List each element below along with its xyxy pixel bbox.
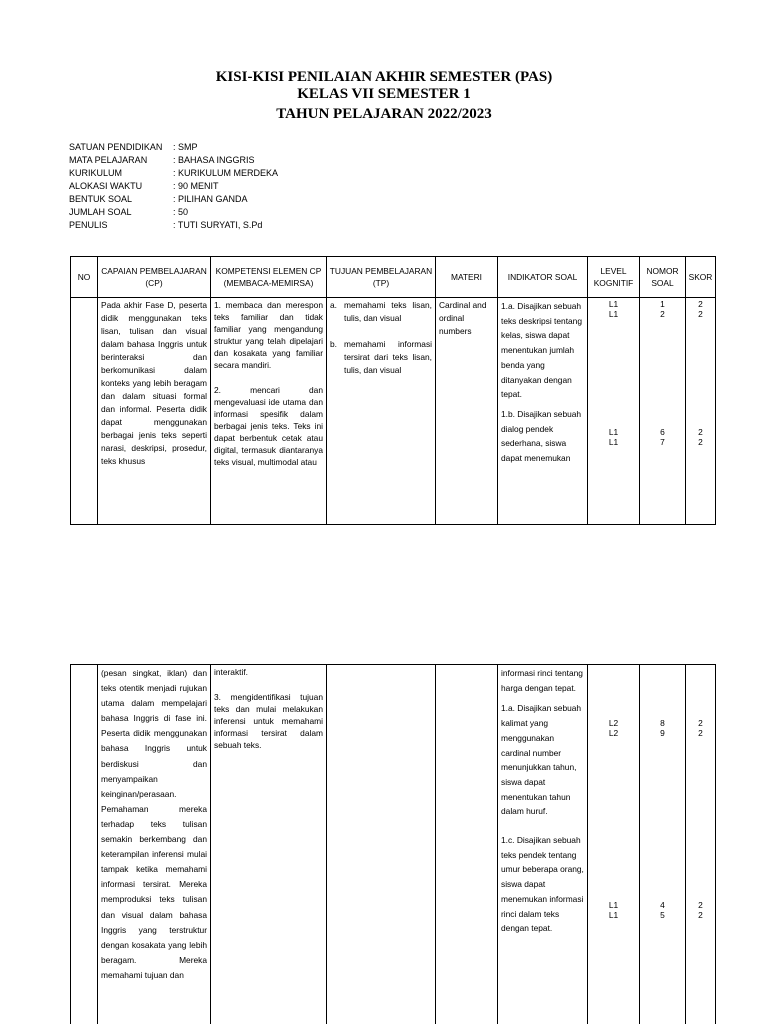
nomor-value: 2 <box>660 309 665 319</box>
spacer <box>591 666 636 718</box>
skor-value: 2 <box>698 437 703 447</box>
tp-marker: b. <box>330 339 337 349</box>
skor-value: 2 <box>698 299 703 309</box>
cell-tp <box>327 298 436 525</box>
skor-value: 2 <box>698 728 703 738</box>
indikator-item: 1.c. Disajikan sebuah teks pendek tentang umur beberapa orang, siswa dapat menemukan informasi rinci dalam teks dengan tepat. <box>501 835 584 934</box>
cell-indikator <box>498 298 588 525</box>
kompetensi-content <box>214 299 323 520</box>
spacer <box>501 819 584 833</box>
skor-value: 2 <box>698 309 703 319</box>
cell-materi <box>436 665 498 1024</box>
level-value: L1 <box>608 900 619 910</box>
indikator-content <box>501 666 584 1024</box>
cell-skor <box>686 665 716 1024</box>
cell-materi <box>436 298 498 525</box>
info-key: MATA PELAJARAN <box>69 155 148 165</box>
kompetensi-item-2: 2. mencari dan mengevaluasi ide utama dan informasi spesifik dalam berbagai jenis teks. Teks ini dapat berbentuk cetak atau digital, termasuk diantaranya teks visual, multimodal atau <box>214 385 323 467</box>
info-key: ALOKASI WAKTU <box>69 181 143 191</box>
tp-item-b <box>330 338 432 377</box>
info-value: : 50 <box>173 207 189 217</box>
cell-cp <box>98 665 211 1024</box>
cell-cp <box>98 298 211 525</box>
spacer <box>689 738 712 900</box>
info-value: : KURIKULUM MERDEKA <box>173 168 279 178</box>
document-info-block <box>69 141 278 232</box>
kisi-kisi-table-page2 <box>70 664 716 1024</box>
nomor-value: 5 <box>660 910 665 920</box>
document-title: KISI-KISI PENILAIAN AKHIR SEMESTER (PAS) <box>215 69 553 85</box>
header-no: NO <box>71 257 98 298</box>
spacer <box>643 738 682 900</box>
header-level: LEVEL KOGNITIF <box>588 257 640 298</box>
header-cp: CAPAIAN PEMBELAJARAN (CP) <box>98 257 211 298</box>
header-skor: SKOR <box>686 257 716 298</box>
tp-item-a <box>330 299 432 325</box>
nomor-value: 7 <box>660 437 665 447</box>
cell-kompetensi <box>211 665 327 1024</box>
info-row <box>69 193 278 206</box>
table-header-row <box>71 257 716 298</box>
materi-text: Cardinal and ordinal numbers <box>439 300 487 336</box>
tp-text: memahami informasi tersirat dari teks lisan, tulis, dan visual <box>344 339 432 375</box>
cell-kompetensi <box>211 298 327 525</box>
cell-indikator <box>498 665 588 1024</box>
spacer <box>643 666 682 718</box>
cell-tp <box>327 665 436 1024</box>
kompetensi-item-1: 1. membaca dan merespon teks familiar dan tidak familiar yang mengandung struktur yang telah dipelajari dan kosakata yang familiar secara mandiri. <box>214 300 323 370</box>
cell-no <box>71 665 98 1024</box>
info-key: SATUAN PENDIDIKAN <box>69 142 163 152</box>
cell-nomor <box>640 298 686 525</box>
header-nomor: NOMOR SOAL <box>640 257 686 298</box>
info-row <box>69 206 278 219</box>
table-row <box>71 298 716 525</box>
skor-value: 2 <box>698 718 703 728</box>
spacer <box>689 319 712 427</box>
info-key: PENULIS <box>69 220 108 230</box>
spacer <box>591 738 636 900</box>
level-value: L1 <box>608 309 619 319</box>
kompetensi-item-3: 3. mengidentifikasi tujuan teks dan mulai melakukan inferensi untuk memahami informasi tersirat dalam sebuah teks. <box>214 692 323 750</box>
nomor-value: 1 <box>660 299 665 309</box>
document-subtitle-year: TAHUN PELAJARAN 2022/2023 <box>276 106 492 122</box>
table-row <box>71 665 716 1024</box>
cell-skor <box>686 298 716 525</box>
header-kompetensi: KOMPETENSI ELEMEN CP (MEMBACA-MEMIRSA) <box>211 257 327 298</box>
info-value: : SMP <box>173 142 198 152</box>
kisi-kisi-table-page1 <box>70 256 716 525</box>
level-value: L2 <box>608 718 619 728</box>
cell-nomor <box>640 665 686 1024</box>
cell-level <box>588 298 640 525</box>
nomor-value: 9 <box>660 728 665 738</box>
skor-value: 2 <box>698 427 703 437</box>
header-materi: MATERI <box>436 257 498 298</box>
level-value: L1 <box>608 427 619 437</box>
info-row <box>69 141 278 154</box>
indikator-content <box>501 299 584 520</box>
info-value: : 90 MENIT <box>173 181 219 191</box>
indikator-item: informasi rinci tentang harga dengan tepat. <box>501 668 583 693</box>
skor-value: 2 <box>698 900 703 910</box>
cp-text: Pada akhir Fase D, peserta didik menggunakan teks lisan, tulisan dan visual dalam bahasa Inggris untuk berinteraksi dan berkomunikasi dalam konteks yang lebih beragam dan dalam situasi formal dan informal. Peserta didik dapat menggunakan berbagai jenis teks seperti narasi, deskripsi, prosedur, teks khusus <box>101 300 207 466</box>
cell-level <box>588 665 640 1024</box>
kompetensi-item-0: interaktif. <box>214 667 248 677</box>
info-key: BENTUK SOAL <box>69 194 133 204</box>
indikator-item: 1.b. Disajikan sebuah dialog pendek sederhana, siswa dapat menemukan <box>501 408 582 464</box>
level-value: L1 <box>608 437 619 447</box>
nomor-value: 6 <box>660 427 665 437</box>
level-value: L1 <box>608 910 619 920</box>
info-row <box>69 180 278 193</box>
tp-list <box>330 299 432 377</box>
cell-no <box>71 298 98 525</box>
info-row <box>69 154 278 167</box>
cp-text: (pesan singkat, iklan) dan teks otentik menjadi rujukan utama dalam mempelajari bahasa Inggris di fase ini. Peserta didik menggunakan bahasa Inggris untuk berdiskusi dan menyampaikan keinginan/perasaan. Pemahaman mereka terhadap teks tulisan semakin berkembang dan keterampilan inferensi mulai tampak ketika memahami informasi tersirat. Mereka memproduksi teks tulisan dan visual dalam bahasa Inggris yang terstruktur dengan kosakata yang lebih beragam. Mereka memahami tujuan dan <box>101 668 207 980</box>
header-indikator: INDIKATOR SOAL <box>498 257 588 298</box>
header-tp: TUJUAN PEMBELAJARAN (TP) <box>327 257 436 298</box>
indikator-item: 1.a. Disajikan sebuah teks deskripsi tentang kelas, siswa dapat menentukan jumlah benda yang ditanyakan dengan tepat. <box>501 301 583 400</box>
info-value: : PILIHAN GANDA <box>173 194 248 204</box>
tp-marker: a. <box>330 300 337 310</box>
spacer <box>643 319 682 427</box>
info-row <box>69 219 278 232</box>
info-value: : BAHASA INGGRIS <box>173 155 255 165</box>
tp-content <box>330 299 432 520</box>
document-subtitle-class: KELAS VII SEMESTER 1 <box>297 86 471 102</box>
level-value: L2 <box>608 728 619 738</box>
spacer <box>689 666 712 718</box>
nomor-value: 8 <box>660 718 665 728</box>
tp-text: memahami teks lisan, tulis, dan visual <box>344 300 432 323</box>
spacer <box>214 371 323 384</box>
kompetensi-content <box>214 666 323 1024</box>
spacer <box>591 319 636 427</box>
info-row <box>69 167 278 180</box>
level-value: L1 <box>608 299 619 309</box>
nomor-value: 4 <box>660 900 665 910</box>
info-key: KURIKULUM <box>69 168 123 178</box>
spacer <box>214 678 323 691</box>
info-value: : TUTI SURYATI, S.Pd <box>173 220 263 230</box>
skor-value: 2 <box>698 910 703 920</box>
info-key: JUMLAH SOAL <box>69 207 132 217</box>
indikator-item: 1.a. Disajikan sebuah kalimat yang menggunakan cardinal number menunjukkan tahun, siswa dapat menentukan tahun dalam huruf. <box>501 703 582 817</box>
